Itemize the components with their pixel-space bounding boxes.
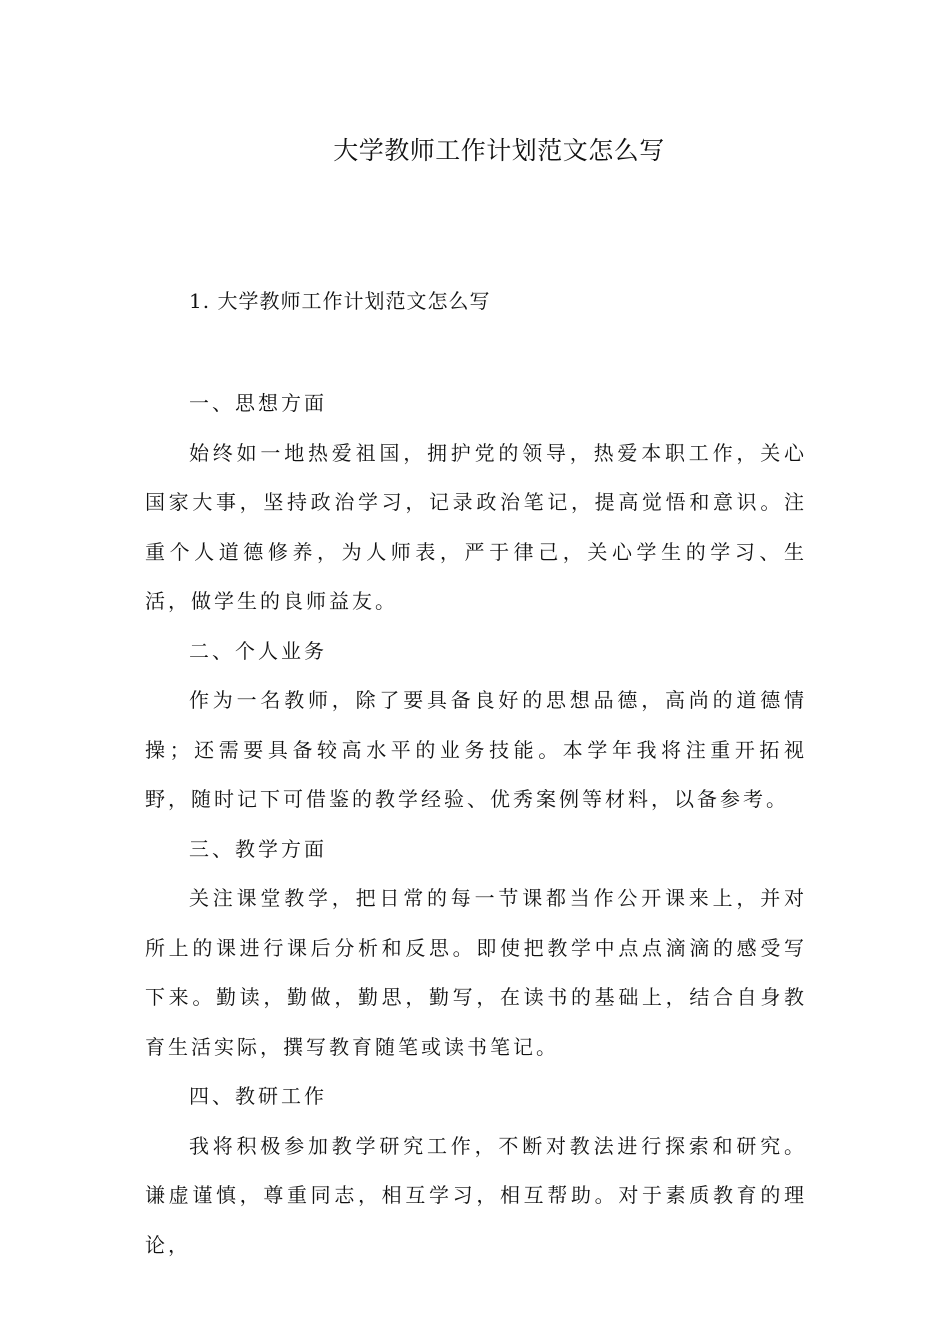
section-text-research: 我将积极参加教学研究工作，不断对教法进行探索和研究。谦虚谨慎，尊重同志，相互学习，相互帮助。对于素质教育的理论， xyxy=(145,1133,807,1257)
section-heading-research: 四、教研工作 xyxy=(189,1084,327,1108)
section-heading-teaching: 三、教学方面 xyxy=(189,836,327,861)
section-text-ideology: 始终如一地热爱祖国，拥护党的领导，热爱本职工作，关心国家大事，坚持政治学习，记录政治笔记，提高觉悟和意识。注重个人道德修养，为人师表，严于律己，关心学生的学习、生活，做学生的良师益友。 xyxy=(145,440,807,613)
section-text-teaching: 关注课堂教学，把日常的每一节课都当作公开课来上，并对所上的课进行课后分析和反思。即使把教学中点点滴滴的感受写下来。勤读，勤做，勤思，勤写，在读书的基础上，结合自身教育生活实际，撰写教育随笔或读书笔记。 xyxy=(145,886,807,1059)
section-heading-ideology: 一、思想方面 xyxy=(189,391,327,415)
page-title: 大学教师工作计划范文怎么写 xyxy=(333,136,665,165)
section-heading-personal-work: 二、个人业务 xyxy=(189,638,327,663)
section-text-personal-work: 作为一名教师，除了要具备良好的思想品德，高尚的道德情操；还需要具备较高水平的业务技能。本学年我将注重开拓视野，随时记下可借鉴的教学经验、优秀案例等材料，以备参考。 xyxy=(145,688,807,811)
document-subtitle: 1. 大学教师工作计划范文怎么写 xyxy=(189,289,491,313)
document-body xyxy=(145,379,807,1270)
